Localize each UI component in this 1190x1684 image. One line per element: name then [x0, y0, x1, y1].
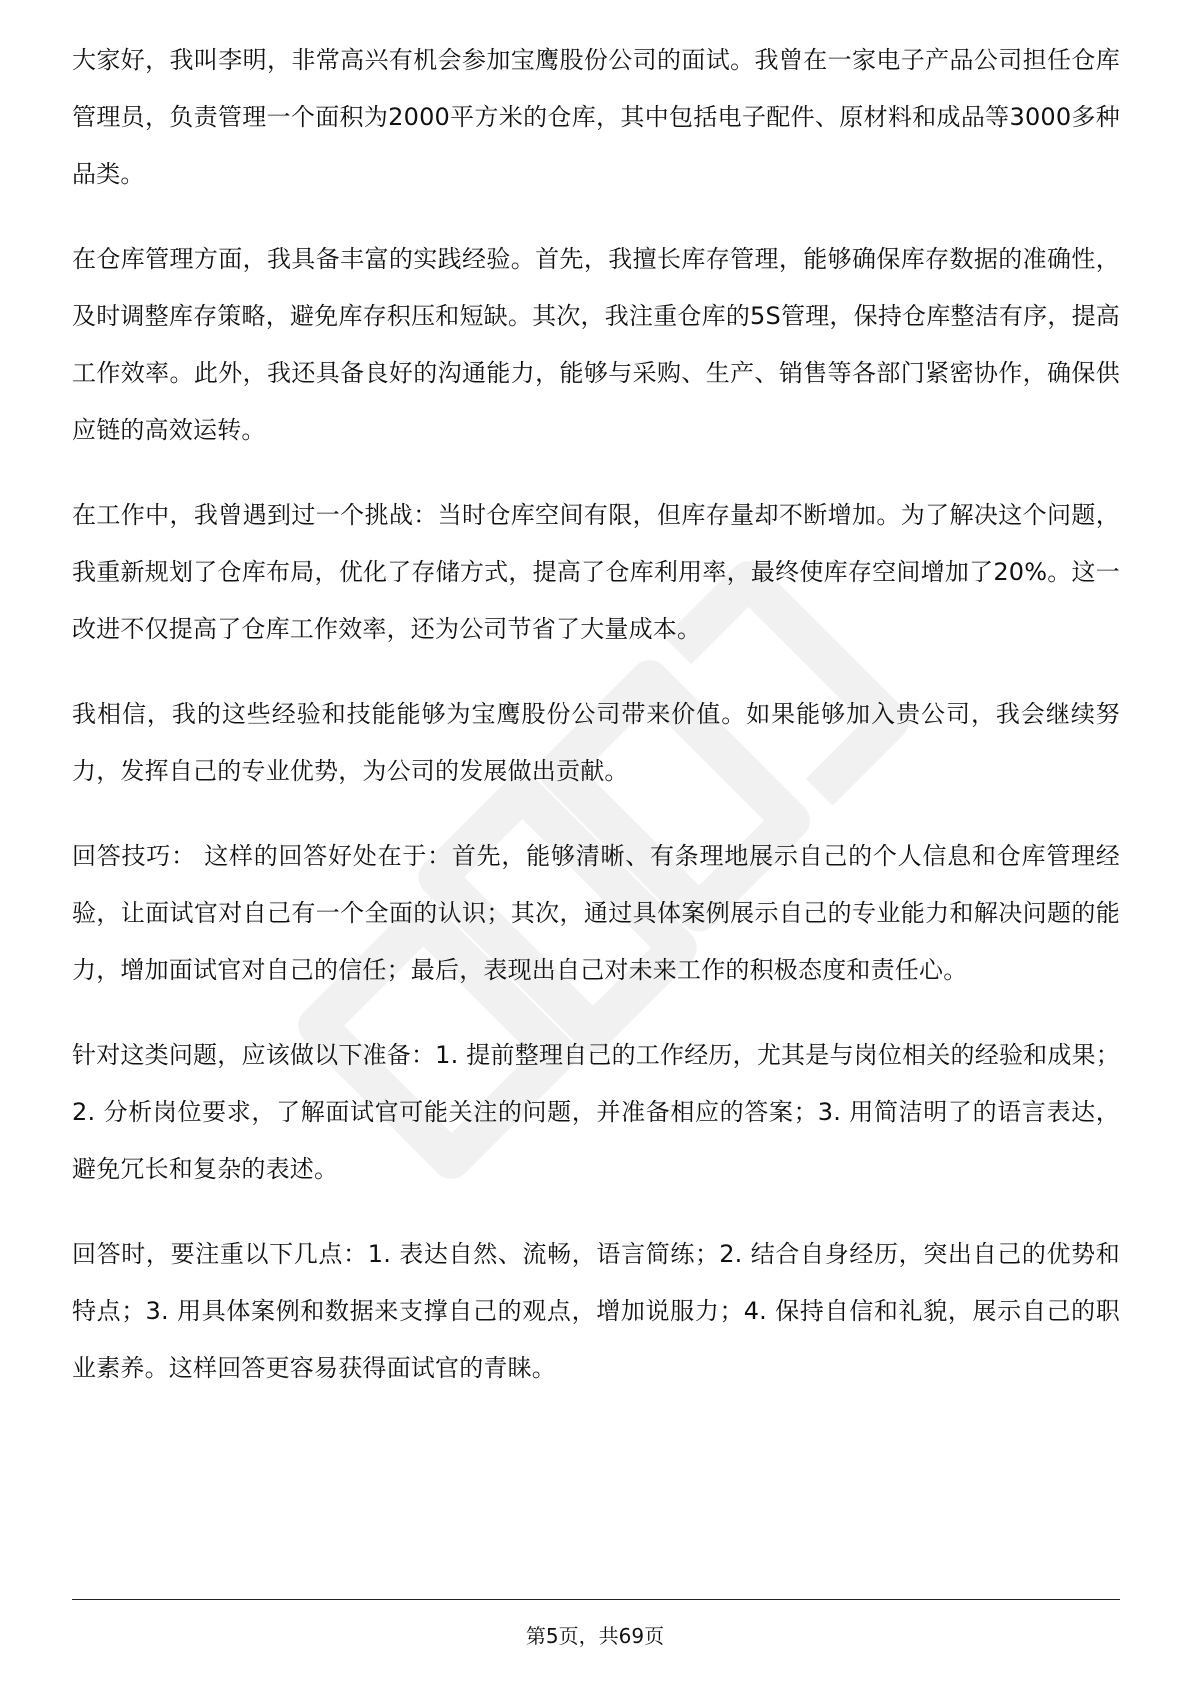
document-body [72, 32, 1120, 1425]
page-number: 第5页，共69页 [525, 1624, 665, 1648]
paragraph-closing: 我相信，我的这些经验和技能能够为宝鹰股份公司带来价值。如果能够加入贵公司，我会继续努力，发挥自己的专业优势，为公司的发展做出贡献。 [72, 700, 1120, 785]
paragraph-answer-tips: 回答技巧： 这样的回答好处在于：首先，能够清晰、有条理地展示自己的个人信息和仓库管理经验，让面试官对自己有一个全面的认识；其次，通过具体案例展示自己的专业能力和解决问题的能力，增加面试官对自己的信任；最后，表现出自己对未来工作的积极态度和责任心。 [72, 842, 1120, 984]
paragraph-answer-points: 回答时，要注重以下几点：1. 表达自然、流畅，语言简练；2. 结合自身经历，突出自己的优势和特点；3. 用具体案例和数据来支撑自己的观点，增加说服力；4. 保持自信和礼貌，展示自己的职业素养。这样回答更容易获得面试官的青睐。 [72, 1240, 1120, 1382]
footer-divider [72, 1599, 1120, 1600]
paragraph-experience: 在仓库管理方面，我具备丰富的实践经验。首先，我擅长库存管理，能够确保库存数据的准确性，及时调整库存策略，避免库存积压和短缺。其次，我注重仓库的5S管理，保持仓库整洁有序，提高工作效率。此外，我还具备良好的沟通能力，能够与采购、生产、销售等各部门紧密协作，确保供应链的高效运转。 [72, 245, 1120, 444]
paragraph-intro: 大家好，我叫李明，非常高兴有机会参加宝鹰股份公司的面试。我曾在一家电子产品公司担任仓库管理员，负责管理一个面积为2000平方米的仓库，其中包括电子配件、原材料和成品等3000多种品类。 [72, 46, 1120, 188]
paragraph-preparation: 针对这类问题，应该做以下准备：1. 提前整理自己的工作经历，尤其是与岗位相关的经验和成果；2. 分析岗位要求，了解面试官可能关注的问题，并准备相应的答案；3. 用简洁明了的语言表达，避免冗长和复杂的表述。 [72, 1041, 1120, 1183]
paragraph-challenge: 在工作中，我曾遇到过一个挑战：当时仓库空间有限，但库存量却不断增加。为了解决这个问题，我重新规划了仓库布局，优化了存储方式，提高了仓库利用率，最终使库存空间增加了20%。这一改进不仅提高了仓库工作效率，还为公司节省了大量成本。 [72, 501, 1120, 643]
